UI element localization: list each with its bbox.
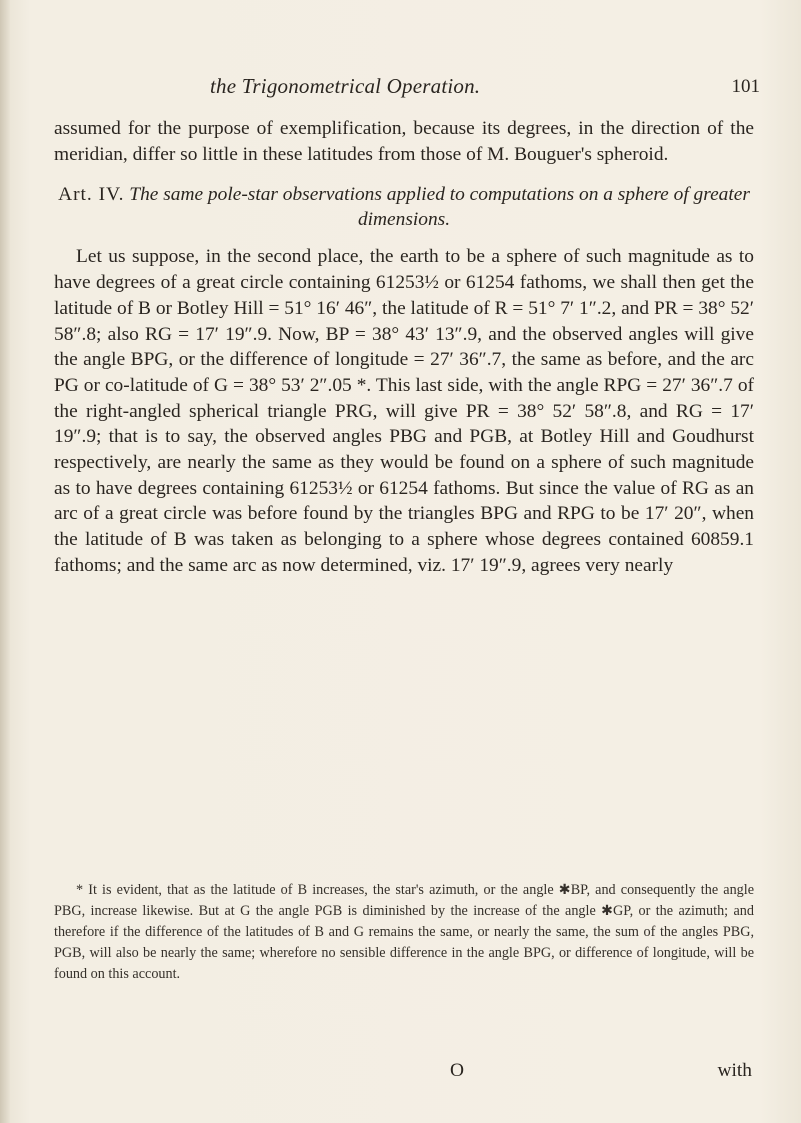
- signature-mark: O: [450, 1060, 465, 1081]
- footnote-text: * It is evident, that as the latitude of B increases, the star's azimuth, or the angle ✱BP, and consequently the angle PBG, increase likewise. But at G the angle PGB is diminished by the increase of the angle ✱GP, or the azimuth; and therefore if the difference of the latitudes of B and G remains the same, or nearly the same, the sum of the angles PBG, PGB, will also be nearly the same; wherefore no sensible difference in the angle BPG, or difference of longitude, will be found on this account.: [54, 882, 754, 982]
- running-head: the Trigonometrical Operation.: [210, 74, 481, 98]
- main-text: [54, 116, 754, 579]
- paragraph-continuation: assumed for the purpose of exemplification, because its degrees, in the direction of the meridian, differ so little in these latitudes from those of M. Bouguer's spheroid.: [54, 118, 754, 165]
- article-label: Art. IV.: [58, 184, 125, 206]
- page-header: [210, 74, 760, 104]
- article-title: The same pole-star observations applied to computations on a sphere of greater dimensions.: [129, 184, 750, 231]
- paragraph-main: Let us suppose, in the second place, the earth to be a sphere of such magnitude as to have degrees of a great circle containing 61253½ or 61254 fathoms, we shall then get the latitude of B or Botley Hill = 51° 16′ 46″, the latitude of R = 51° 7′ 1″.2, and PR = 38° 52′ 58″.8; also RG = 17′ 19″.9. Now, BP = 38° 43′ 13″.9, and the observed angles will give the angle BPG, or the difference of longitude = 27′ 36″.7, the same as before, and the arc PG or co-latitude of G = 38° 53′ 2″.05 *. This last side, with the angle RPG = 27′ 36″.7 of the right-angled spherical triangle PRG, will give PR = 38° 52′ 58″.8, and RG = 17′ 19″.9; that is to say, the observed angles PBG and PGB, at Botley Hill and Goudhurst respectively, are nearly the same as they would be found on a sphere of such magnitude as to have degrees containing 61253½ or 61254 fathoms. But since the value of RG as an arc of a great circle was before found by the triangles BPG and RPG to be 17′ 20″, when the latitude of B was taken as belonging to a sphere whose degrees contained 60859.1 fathoms; and the same arc as now determined, viz. 17′ 19″.9, agrees very nearly: [54, 246, 754, 576]
- article-heading: [54, 182, 754, 232]
- page-number: 101: [731, 76, 760, 97]
- footnote: [54, 880, 754, 985]
- catchword: with: [717, 1060, 752, 1081]
- page-footer: [54, 1060, 754, 1086]
- page-spine-shadow: [0, 0, 10, 1123]
